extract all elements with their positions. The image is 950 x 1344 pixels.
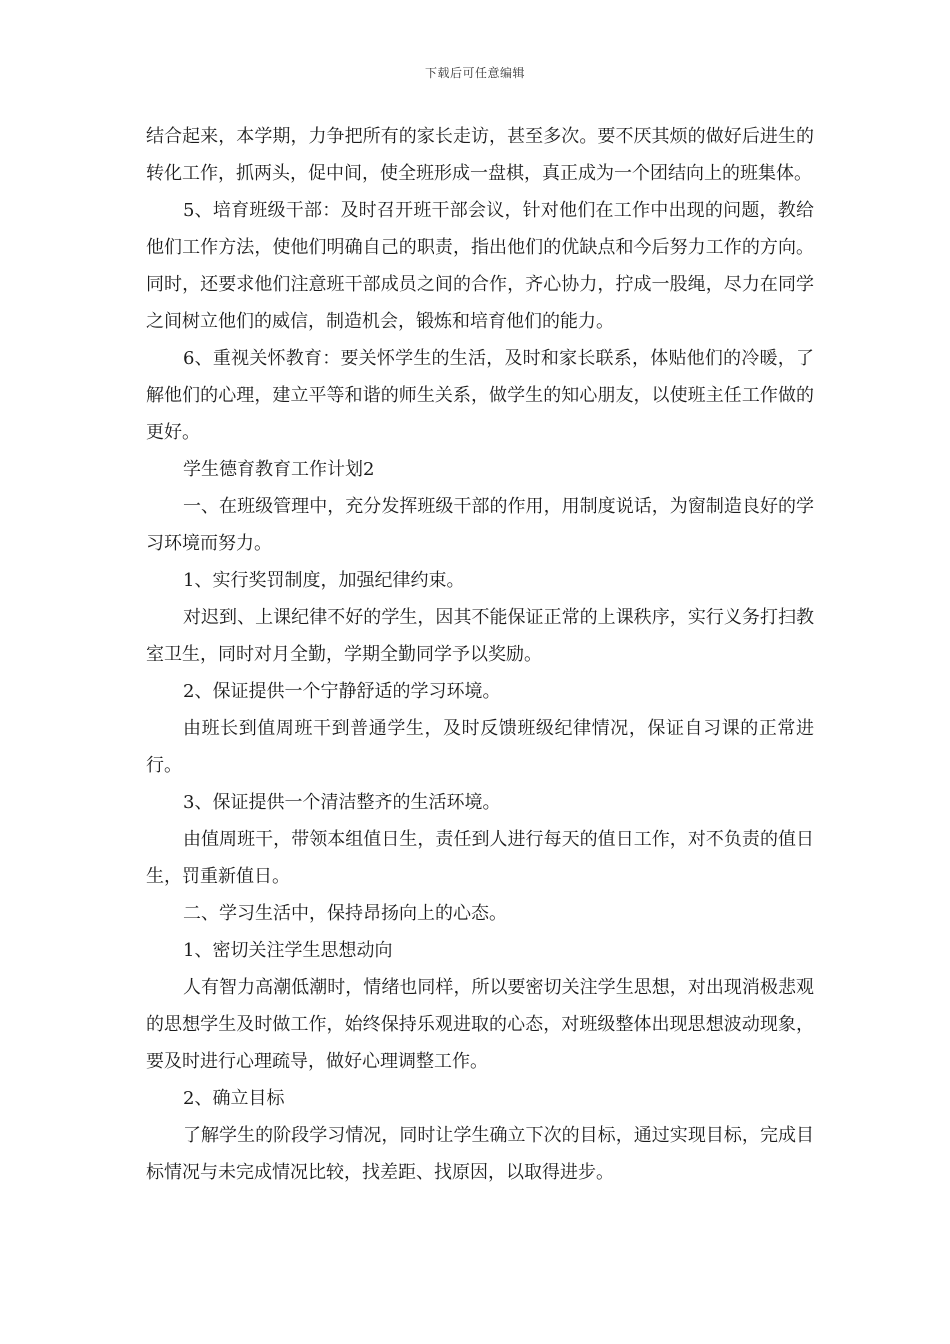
paragraph: 2、确立目标 <box>183 1088 285 1109</box>
paragraph: 5、培育班级干部：及时召开班干部会议，针对他们在工作中出现的问题，教给他们工作方法，使他们明确自己的职责，指出他们的优缺点和今后努力工作的方向。同时，还要求他们注意班干部成员之间的合作，齐心协力，拧成一股绳，尽力在同学之间树立他们的威信，制造机会，锻炼和培育他们的能力。 <box>146 200 814 332</box>
paragraph: 一、在班级管理中，充分发挥班级干部的作用，用制度说话，为窗制造良好的学习环境而努力。 <box>146 496 814 554</box>
paragraph: 结合起来，本学期，力争把所有的家长走访，甚至多次。要不厌其烦的做好后进生的转化工作，抓两头，促中间，使全班形成一盘棋，真正成为一个团结向上的班集体。 <box>146 126 814 184</box>
paragraph: 对迟到、上课纪律不好的学生，因其不能保证正常的上课秩序，实行义务打扫教室卫生，同时对月全勤，学期全勤同学予以奖励。 <box>146 607 814 665</box>
page-header: 下载后可任意编辑 <box>424 66 525 80</box>
paragraph: 1、密切关注学生思想动向 <box>183 940 393 961</box>
paragraph: 了解学生的阶段学习情况，同时让学生确立下次的目标，通过实现目标，完成目标情况与未完成情况比较，找差距、找原因，以取得进步。 <box>146 1125 814 1183</box>
paragraph: 由班长到值周班干到普通学生，及时反馈班级纪律情况，保证自习课的正常进行。 <box>146 718 814 776</box>
paragraph: 二、学习生活中，保持昂扬向上的心态。 <box>183 903 507 924</box>
paragraph: 由值周班干，带领本组值日生，责任到人进行每天的值日工作，对不负责的值日生，罚重新值日。 <box>146 829 814 887</box>
paragraph: 学生德育教育工作计划2 <box>183 459 375 480</box>
document-body <box>146 118 814 1191</box>
paragraph: 人有智力高潮低潮时，情绪也同样，所以要密切关注学生思想，对出现消极悲观的思想学生及时做工作，始终保持乐观进取的心态，对班级整体出现思想波动现象，要及时进行心理疏导，做好心理调整工作。 <box>146 977 814 1072</box>
paragraph: 3、保证提供一个清洁整齐的生活环境。 <box>183 792 501 813</box>
paragraph: 1、实行奖罚制度，加强纪律约束。 <box>183 570 465 591</box>
paragraph: 6、重视关怀教育：要关怀学生的生活，及时和家长联系，体贴他们的冷暖，了解他们的心理，建立平等和谐的师生关系，做学生的知心朋友，以使班主任工作做的更好。 <box>146 348 814 443</box>
paragraph: 2、保证提供一个宁静舒适的学习环境。 <box>183 681 501 702</box>
